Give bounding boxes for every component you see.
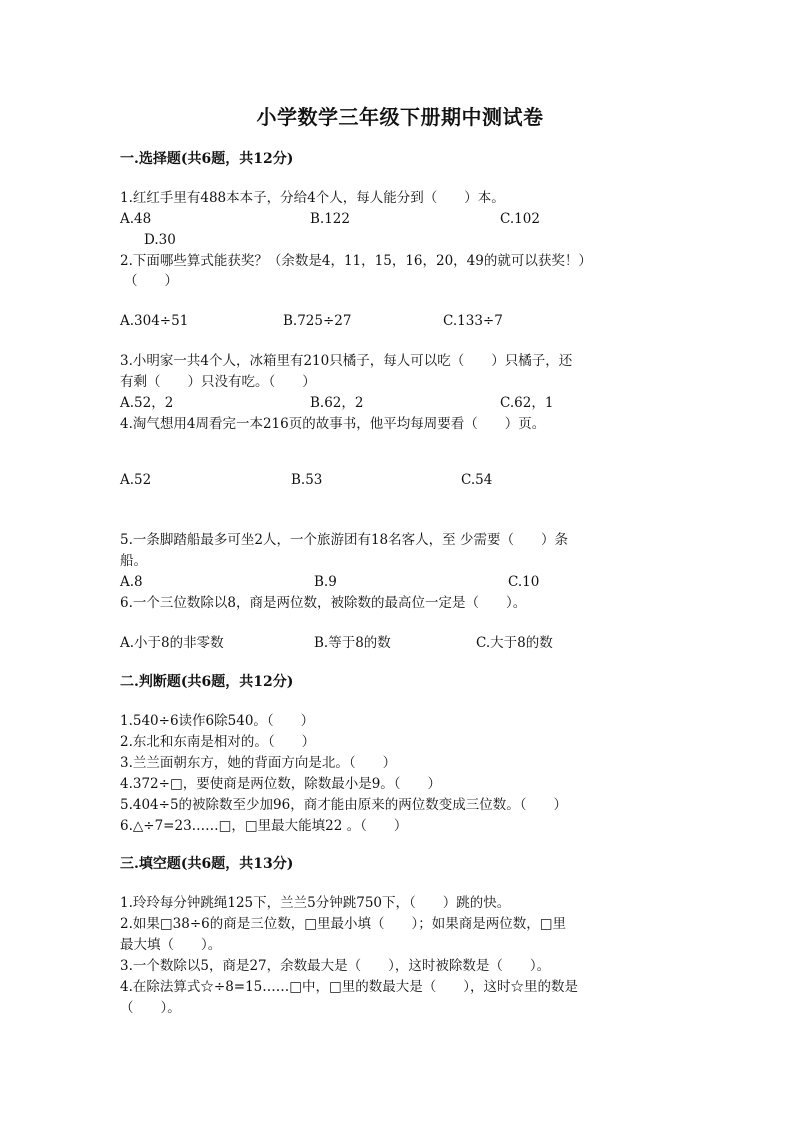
question-stem-continued: （ ） (124, 273, 178, 289)
list-item-continued: （ ）。 (120, 1000, 181, 1016)
question-stem: 6.一个三位数除以8，商是两位数，被除数的最高位一定是（ ）。 (120, 595, 527, 611)
option-c: C.102 (500, 211, 540, 227)
option-c: C.133÷7 (443, 313, 503, 329)
option-a: A.小于8的非零数 (120, 635, 224, 651)
option-c: C.大于8的数 (476, 635, 553, 651)
question-stem: 3.小明家一共4个人，冰箱里有210只橘子，每人可以吃（ ）只橘子，还 (120, 353, 573, 369)
question-stem: 5.一条脚踏船最多可坐2人，一个旅游团有18名客人，至 少需要（ ）条 (120, 532, 568, 548)
option-c: C.54 (461, 472, 493, 488)
option-c: C.62，1 (500, 395, 554, 411)
list-item: 2.东北和东南是相对的。（ ） (120, 734, 316, 750)
list-item: 4.在除法算式☆÷8=15……□中，□里的数最大是（ ），这时☆里的数是 (120, 979, 579, 995)
list-item: 5.404÷5的被除数至少加96，商才能由原来的两位数变成三位数。（ ） (120, 797, 567, 813)
option-a: A.52 (120, 472, 152, 488)
option-b: B.等于8的数 (314, 635, 391, 651)
section-heading-fill-in: 三.填空题(共6题，共13分) (120, 856, 294, 872)
section-heading-choice: 一.选择题(共6题，共12分) (120, 151, 294, 167)
option-b: B.725÷27 (283, 313, 352, 329)
option-b: B.122 (310, 211, 350, 227)
list-item: 6.△÷7=23……□，□里最大能填22 。（ ） (120, 818, 408, 834)
section-heading-judgement: 二.判断题(共6题，共12分) (120, 674, 294, 690)
list-item-continued: 最大填（ ）。 (120, 937, 222, 953)
option-b: B.62，2 (310, 395, 364, 411)
option-b: B.9 (314, 574, 337, 590)
option-c: C.10 (508, 574, 540, 590)
option-a: A.304÷51 (120, 313, 189, 329)
list-item: 3.兰兰面朝东方，她的背面方向是北。（ ） (120, 755, 397, 771)
option-a: A.52，2 (120, 395, 174, 411)
question-stem-continued: 有剩（ ）只没有吃。（ ） (120, 374, 316, 390)
question-stem-continued: 船。 (120, 553, 147, 569)
list-item: 4.372÷□，要使商是两位数，除数最小是9。（ ） (120, 776, 442, 792)
option-a: A.48 (120, 211, 152, 227)
option-d: D.30 (144, 232, 176, 248)
question-stem: 4.淘气想用4周看完一本216页的故事书，他平均每周要看（ ）页。 (120, 416, 546, 432)
list-item: 2.如果□38÷6的商是三位数，□里最小填（ ）；如果商是两位数，□里 (120, 916, 566, 932)
page-title: 小学数学三年级下册期中测试卷 (256, 105, 544, 129)
option-a: A.8 (120, 574, 143, 590)
list-item: 1.540÷6读作6除540。（ ） (120, 713, 315, 729)
list-item: 3.一个数除以5，商是27，余数最大是（ ），这时被除数是（ ）。 (120, 958, 551, 974)
list-item: 1.玲玲每分钟跳绳125下，兰兰5分钟跳750下，（ ）跳的快。 (120, 895, 511, 911)
question-stem: 1.红红手里有488本本子，分给4个人，每人能分到（ ）本。 (120, 190, 505, 206)
question-stem: 2.下面哪些算式能获奖？（余数是4，11，15，16，20，49的就可以获奖！） (120, 253, 592, 269)
option-b: B.53 (291, 472, 323, 488)
